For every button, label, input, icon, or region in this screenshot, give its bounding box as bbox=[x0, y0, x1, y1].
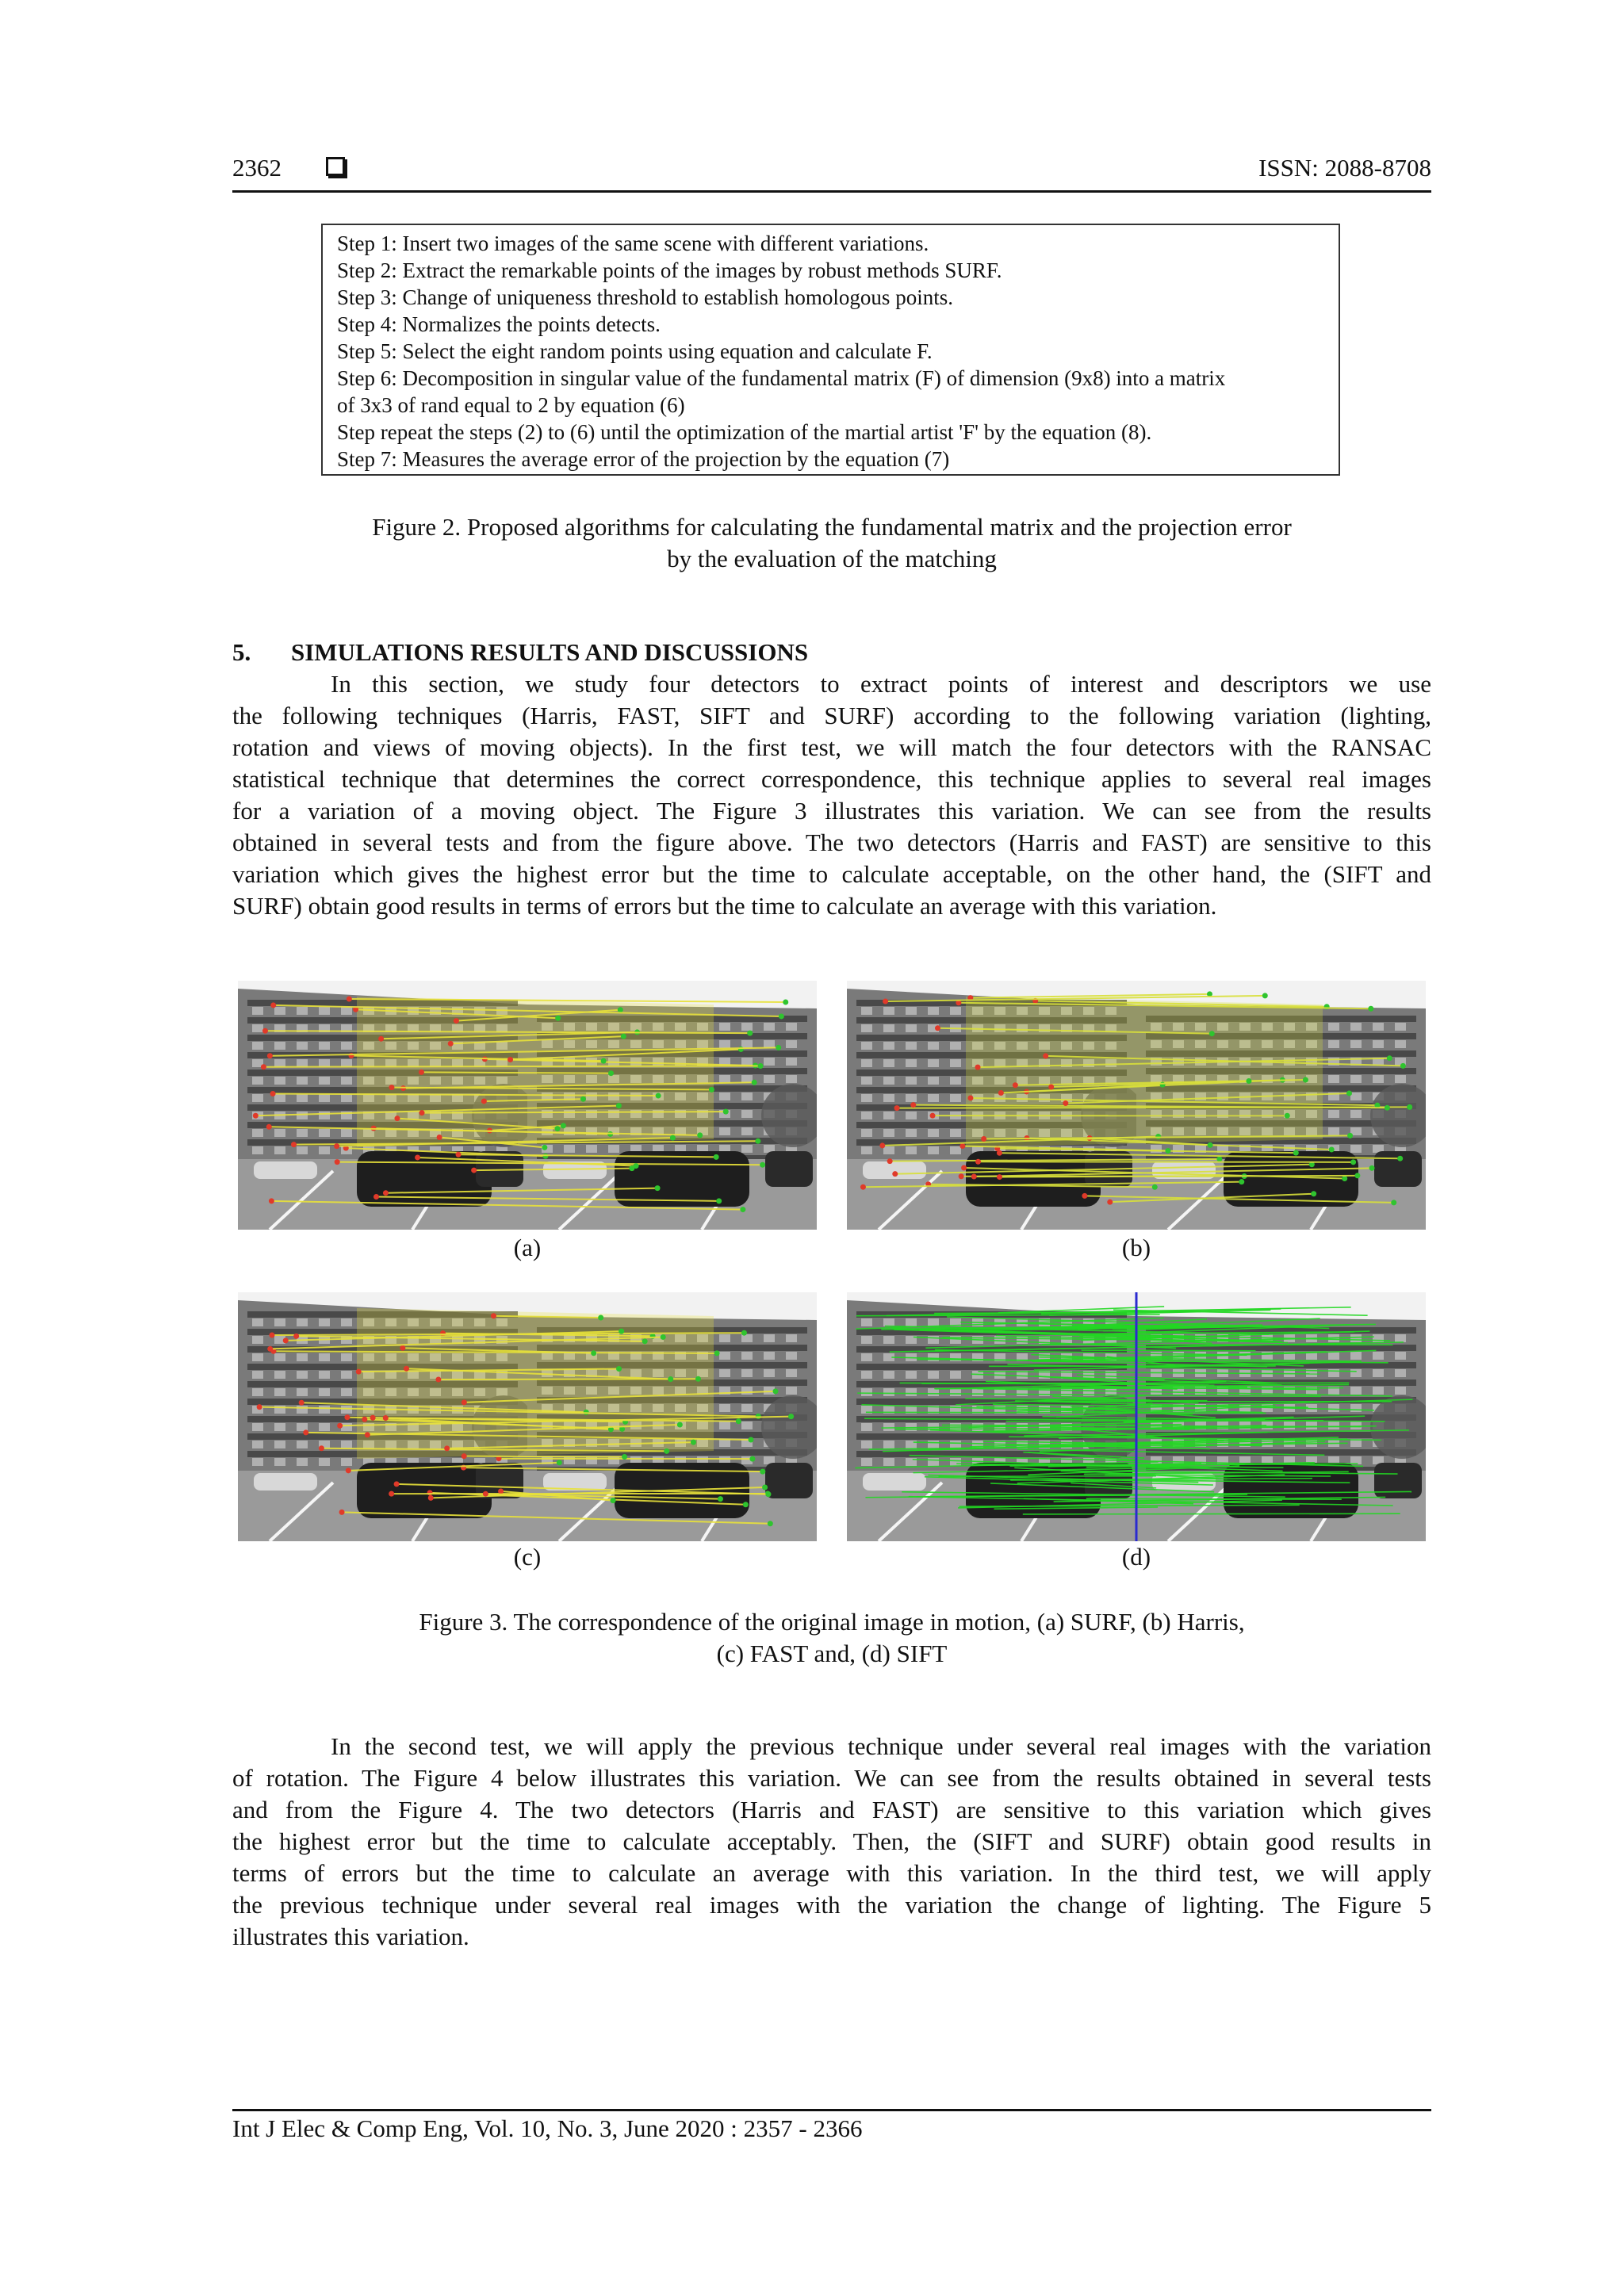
algorithm-line: Step 3: Change of uniqueness threshold to establish homologous points. bbox=[337, 285, 953, 309]
paragraph-line: and from the Figure 4. The two detectors (Harris and FAST) are sensitive to this variation which gives bbox=[232, 1796, 1431, 1823]
paragraph-line: In this section, we study four detectors to extract points of interest and descriptors we use bbox=[331, 670, 1431, 698]
matching-photo-icon bbox=[847, 1292, 1426, 1541]
algorithm-line: of 3x3 of rand equal to 2 by equation (6) bbox=[337, 393, 685, 417]
running-header bbox=[232, 151, 1431, 192]
page-number: 2362 bbox=[232, 154, 282, 182]
figure3-caption bbox=[232, 1606, 1431, 1670]
figure3-panel-c-image bbox=[238, 1292, 817, 1541]
section-number: 5. bbox=[232, 638, 251, 666]
figure3-panel-d-image bbox=[847, 1292, 1426, 1541]
panel-label-b: (b) bbox=[1121, 1234, 1151, 1261]
matching-photo-icon bbox=[238, 1292, 817, 1541]
panel-label-a: (a) bbox=[513, 1234, 542, 1261]
paragraph-line: statistical technique that determines the correct correspondence, this technique applies to several real images bbox=[232, 765, 1431, 793]
paragraph-line: obtained in several tests and from the figure above. The two detectors (Harris and FAST) are sensitive to this bbox=[232, 828, 1431, 856]
header-rule bbox=[232, 190, 1431, 193]
paragraph-line: rotation and views of moving objects). In the first test, we will match the four detectors with the RANSAC bbox=[232, 733, 1431, 761]
paragraph-line: for a variation of a moving object. The Figure 3 illustrates this variation. We can see from the results bbox=[232, 797, 1431, 825]
matching-photo-icon bbox=[238, 981, 817, 1230]
paragraph-line: terms of errors but the time to calculate an average with this variation. In the third test, we will apply bbox=[232, 1859, 1431, 1887]
running-footer bbox=[232, 2109, 1431, 2143]
issn: ISSN: 2088-8708 bbox=[1258, 154, 1431, 182]
section-title: SIMULATIONS RESULTS AND DISCUSSIONS bbox=[291, 638, 809, 666]
paragraph-line: In the second test, we will apply the previous technique under several real images with the variation bbox=[331, 1732, 1431, 1760]
figure2-caption bbox=[232, 511, 1431, 575]
caption-line: by the evaluation of the matching bbox=[667, 545, 997, 572]
caption-line: Figure 2. Proposed algorithms for calculating the fundamental matrix and the projection error bbox=[372, 513, 1292, 541]
caption-line: Figure 3. The correspondence of the original image in motion, (a) SURF, (b) Harris, bbox=[419, 1608, 1245, 1636]
section-heading bbox=[232, 638, 808, 667]
footer-citation: Int J Elec & Comp Eng, Vol. 10, No. 3, June 2020 : 2357 - 2366 bbox=[232, 2114, 863, 2142]
algorithm-line: Step 2: Extract the remarkable points of the images by robust methods SURF. bbox=[337, 258, 1002, 282]
paragraph-line: SURF) obtain good results in terms of errors but the time to calculate an average with this variation. bbox=[232, 892, 1217, 920]
algorithm-line: Step repeat the steps (2) to (6) until the optimization of the martial artist 'F' by the equation (8). bbox=[337, 420, 1152, 444]
algorithm-line: Step 5: Select the eight random points using equation and calculate F. bbox=[337, 339, 933, 363]
paragraph-line: variation which gives the highest error but the time to calculate acceptable, on the other hand, the (SIFT and bbox=[232, 860, 1431, 888]
algorithm-line: Step 4: Normalizes the points detects. bbox=[337, 312, 661, 336]
algorithm-line: Step 6: Decomposition in singular value of the fundamental matrix (F) of dimension (9x8) into a matrix bbox=[337, 366, 1226, 390]
figure3-panel-a-image bbox=[238, 981, 817, 1230]
algorithm-box bbox=[321, 224, 1340, 476]
panel-label-c: (c) bbox=[513, 1543, 542, 1571]
algorithm-line: Step 1: Insert two images of the same scene with different variations. bbox=[337, 232, 929, 255]
figure3-panel-b-image bbox=[847, 981, 1426, 1230]
panel-label-d: (d) bbox=[1121, 1543, 1151, 1571]
paragraph-line: the following techniques (Harris, FAST, SIFT and SURF) according to the following variation (lighting, bbox=[232, 702, 1431, 729]
paragraph-line: illustrates this variation. bbox=[232, 1923, 469, 1950]
paragraph-2 bbox=[232, 1731, 1431, 1953]
paragraph-1 bbox=[232, 668, 1431, 922]
algorithm-line: Step 7: Measures the average error of the projection by the equation (7) bbox=[337, 447, 950, 471]
paragraph-line: the highest error but the time to calculate acceptably. Then, the (SIFT and SURF) obtain good results in bbox=[232, 1827, 1431, 1855]
paragraph-line: the previous technique under several real images with the variation the change of lighting. The Figure 5 bbox=[232, 1891, 1431, 1919]
paragraph-line: of rotation. The Figure 4 below illustrates this variation. We can see from the results obtained in several tests bbox=[232, 1764, 1431, 1792]
caption-line: (c) FAST and, (d) SIFT bbox=[716, 1640, 948, 1667]
checkbox-square-icon bbox=[326, 157, 345, 176]
matching-photo-icon bbox=[847, 981, 1426, 1230]
footer-rule bbox=[232, 2109, 1431, 2111]
